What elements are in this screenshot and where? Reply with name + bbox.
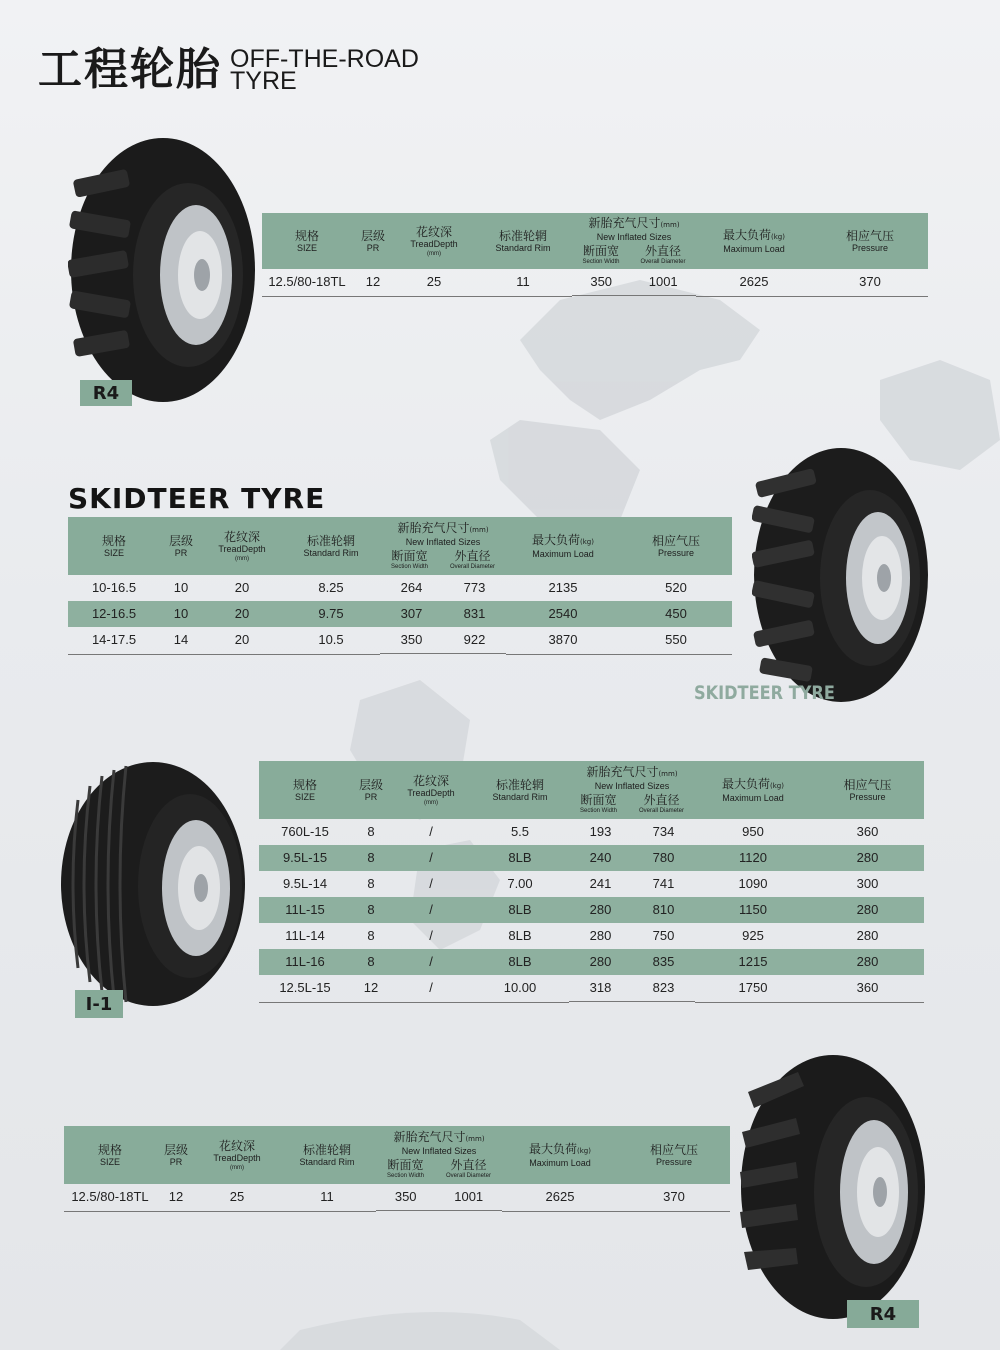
i1-spec-table [259, 761, 924, 1003]
cell-tread: 20 [202, 627, 282, 654]
table-row [68, 627, 732, 654]
cell-pressure: 360 [856, 824, 879, 839]
cell-width: 280 [589, 954, 612, 969]
cell-size: 10-16.5 [91, 580, 137, 595]
cell-load: 1215 [695, 949, 811, 975]
col-rim-header: 标准轮辋 Standard Rim [278, 1126, 376, 1184]
cell-tread: 20 [202, 601, 282, 627]
cell-width: 193 [589, 824, 612, 839]
cell-size: 12.5L-15 [259, 975, 351, 1002]
col-pressure-header: 相应气压 Pressure [618, 1126, 730, 1184]
cell-pr: 10 [173, 580, 189, 595]
cell-load: 2625 [696, 269, 812, 296]
table-row [68, 575, 732, 601]
col-size-header: 规格 SIZE [64, 1126, 156, 1184]
cell-width: 280 [589, 928, 612, 943]
cell-tread: / [391, 949, 471, 975]
col-size-header: 规格 SIZE [262, 213, 352, 269]
r4-badge-top: R4 [80, 380, 132, 406]
cell-diameter: 773 [463, 580, 486, 595]
cell-load: 950 [742, 824, 764, 839]
cell-pressure: 300 [856, 876, 879, 891]
cell-pressure: 550 [620, 627, 732, 654]
page-title-en [230, 45, 419, 95]
cell-pressure: 370 [618, 1184, 730, 1211]
cell-diameter: 831 [463, 606, 486, 621]
cell-size: 11L-14 [285, 928, 325, 943]
cell-pr: 8 [351, 897, 391, 923]
cell-load: 2625 [502, 1184, 618, 1211]
cell-tread: / [391, 975, 471, 1002]
cell-diameter: 780 [652, 850, 675, 865]
col-inflated-header: 新胎充气尺寸(mm) New Inflated Sizes 断面宽 Section Width 外直径 Overall Diameter [376, 1126, 502, 1184]
cell-diameter: 741 [652, 876, 675, 891]
col-pressure-header: 相应气压 Pressure [811, 761, 924, 819]
cell-inflated-sizes [380, 575, 506, 601]
col-pr-header: 层级 PR [156, 1126, 196, 1184]
page-title-en-line2: TYRE [230, 67, 297, 95]
cell-inflated-sizes [572, 269, 696, 296]
skidteer-image-label: SKIDTEER TYRE [694, 682, 835, 704]
cell-pressure: 280 [856, 928, 879, 943]
cell-inflated-sizes [376, 1184, 502, 1211]
cell-size: 9.5L-14 [282, 876, 328, 891]
table-row [259, 975, 924, 1002]
page-title-en-line1: OFF-THE-ROAD [230, 45, 419, 73]
cell-pressure: 370 [812, 269, 928, 296]
cell-pressure: 360 [811, 975, 924, 1002]
cell-diameter: 922 [463, 632, 486, 647]
cell-rim: 8LB [471, 845, 569, 871]
cell-pr: 10 [160, 601, 202, 627]
cell-width: 241 [589, 876, 612, 891]
cell-pr: 8 [367, 876, 375, 891]
cell-rim: 7.00 [507, 876, 533, 891]
cell-inflated-sizes [569, 923, 695, 949]
cell-tread: / [391, 845, 471, 871]
skidteer-spec-table [68, 517, 732, 655]
cell-pr: 8 [367, 824, 375, 839]
cell-pr: 8 [351, 949, 391, 975]
col-tread-header: 花纹深 TreadDepth (mm) [202, 517, 282, 575]
cell-diameter: 810 [652, 902, 675, 917]
cell-pressure: 450 [620, 601, 732, 627]
i1-tyre-image [58, 760, 248, 1008]
cell-pr: 12 [351, 975, 391, 1002]
cell-load: 3870 [506, 627, 620, 654]
col-pr-header: 层级 PR [351, 761, 391, 819]
cell-diameter: 1001 [454, 1189, 484, 1204]
cell-load: 1150 [695, 897, 811, 923]
table-row [259, 949, 924, 975]
cell-tread: / [429, 876, 433, 891]
cell-tread: / [429, 824, 433, 839]
cell-rim: 9.75 [282, 601, 380, 627]
table-row [262, 269, 928, 296]
cell-tread: 25 [196, 1184, 278, 1211]
cell-pressure: 520 [665, 580, 687, 595]
cell-inflated-sizes [569, 871, 695, 897]
cell-inflated-sizes [569, 819, 695, 845]
cell-inflated-sizes [569, 845, 695, 871]
cell-diameter: 734 [652, 824, 675, 839]
cell-inflated-sizes [569, 975, 695, 1002]
cell-tread: / [429, 928, 433, 943]
cell-pr: 12 [352, 269, 394, 296]
cell-load: 1090 [738, 876, 768, 891]
cell-rim: 5.5 [510, 824, 530, 839]
cell-load: 2135 [548, 580, 578, 595]
cell-width: 350 [394, 1189, 417, 1204]
col-pr-header: 层级 PR [160, 517, 202, 575]
col-load-header: 最大负荷(kg) Maximum Load [696, 213, 812, 269]
col-size-header: 规格 SIZE [68, 517, 160, 575]
table-row [64, 1184, 730, 1211]
cell-rim: 11 [474, 269, 572, 296]
cell-diameter: 1001 [648, 274, 678, 289]
cell-width: 350 [590, 274, 613, 289]
cell-load: 925 [742, 928, 764, 943]
col-tread-header: 花纹深 TreadDepth (mm) [391, 761, 471, 819]
col-inflated-header: 新胎充气尺寸(mm) New Inflated Sizes 断面宽 Section Width 外直径 Overall Diameter [569, 761, 695, 819]
cell-tread: 20 [234, 580, 250, 595]
skidteer-tyre-image [752, 446, 930, 704]
col-rim-header: 标准轮辋 Standard Rim [474, 213, 572, 269]
cell-pr: 14 [160, 627, 202, 654]
cell-width: 307 [400, 606, 423, 621]
cell-rim: 10.5 [282, 627, 380, 654]
table-row [259, 819, 924, 845]
cell-inflated-sizes [380, 601, 506, 627]
col-inflated-header: 新胎充气尺寸(mm) New Inflated Sizes 断面宽 Section Width 外直径 Overall Diameter [380, 517, 506, 575]
col-pressure-header: 相应气压 Pressure [620, 517, 732, 575]
cell-pr: 12 [156, 1184, 196, 1211]
cell-width: 318 [589, 980, 612, 995]
cell-width: 280 [589, 902, 612, 917]
cell-size: 12.5/80-18TL [64, 1184, 156, 1211]
col-inflated-header: 新胎充气尺寸(mm) New Inflated Sizes 断面宽 Section Width 外直径 Overall Diameter [572, 213, 696, 269]
cell-load: 1120 [695, 845, 811, 871]
cell-size: 12.5/80-18TL [262, 269, 352, 296]
cell-rim: 8LB [471, 949, 569, 975]
cell-rim: 10.00 [471, 975, 569, 1002]
cell-inflated-sizes [569, 949, 695, 975]
col-load-header: 最大负荷(kg) Maximum Load [506, 517, 620, 575]
cell-size: 9.5L-15 [259, 845, 351, 871]
page-title-cn: 工程轮胎 [38, 44, 222, 95]
cell-pr: 8 [351, 845, 391, 871]
table-row [259, 871, 924, 897]
cell-rim: 8LB [508, 928, 532, 943]
cell-inflated-sizes [380, 627, 506, 654]
cell-rim: 11 [278, 1184, 376, 1211]
cell-size: 12-16.5 [68, 601, 160, 627]
table-row [259, 923, 924, 949]
r4-tyre-image [68, 135, 258, 405]
table-row [68, 601, 732, 627]
col-pressure-header: 相应气压 Pressure [812, 213, 928, 269]
cell-pressure: 280 [811, 845, 924, 871]
col-pr-header: 层级 PR [352, 213, 394, 269]
cell-diameter: 823 [652, 980, 675, 995]
skidteer-section-title: SKIDTEER TYRE [68, 482, 326, 515]
table-row [259, 845, 924, 871]
cell-pressure: 280 [811, 897, 924, 923]
r4-top-spec-table [262, 213, 928, 297]
i1-badge: I-1 [75, 990, 123, 1018]
cell-size: 11L-15 [259, 897, 351, 923]
cell-size: 14-17.5 [68, 627, 160, 654]
cell-load: 1750 [695, 975, 811, 1002]
cell-width: 350 [400, 632, 423, 647]
cell-size: 760L-15 [281, 824, 329, 839]
cell-size: 11L-16 [259, 949, 351, 975]
cell-pressure: 280 [811, 949, 924, 975]
cell-load: 2540 [506, 601, 620, 627]
col-tread-header: 花纹深 TreadDepth (mm) [394, 213, 474, 269]
col-load-header: 最大负荷(kg) Maximum Load [695, 761, 811, 819]
col-rim-header: 标准轮辋 Standard Rim [471, 761, 569, 819]
cell-diameter: 750 [652, 928, 675, 943]
cell-width: 240 [589, 850, 612, 865]
r4-badge-bottom: R4 [847, 1300, 919, 1328]
cell-width: 264 [400, 580, 423, 595]
cell-tread: 25 [394, 269, 474, 296]
col-load-header: 最大负荷(kg) Maximum Load [502, 1126, 618, 1184]
r4-bottom-spec-table [64, 1126, 730, 1212]
r4-bottom-tyre-image [738, 1052, 928, 1322]
cell-pr: 8 [367, 928, 375, 943]
cell-rim: 8.25 [318, 580, 344, 595]
col-rim-header: 标准轮辋 Standard Rim [282, 517, 380, 575]
cell-diameter: 835 [652, 954, 675, 969]
cell-inflated-sizes [569, 897, 695, 923]
col-size-header: 规格 SIZE [259, 761, 351, 819]
table-row [259, 897, 924, 923]
col-tread-header: 花纹深 TreadDepth (mm) [196, 1126, 278, 1184]
cell-rim: 8LB [471, 897, 569, 923]
cell-tread: / [391, 897, 471, 923]
